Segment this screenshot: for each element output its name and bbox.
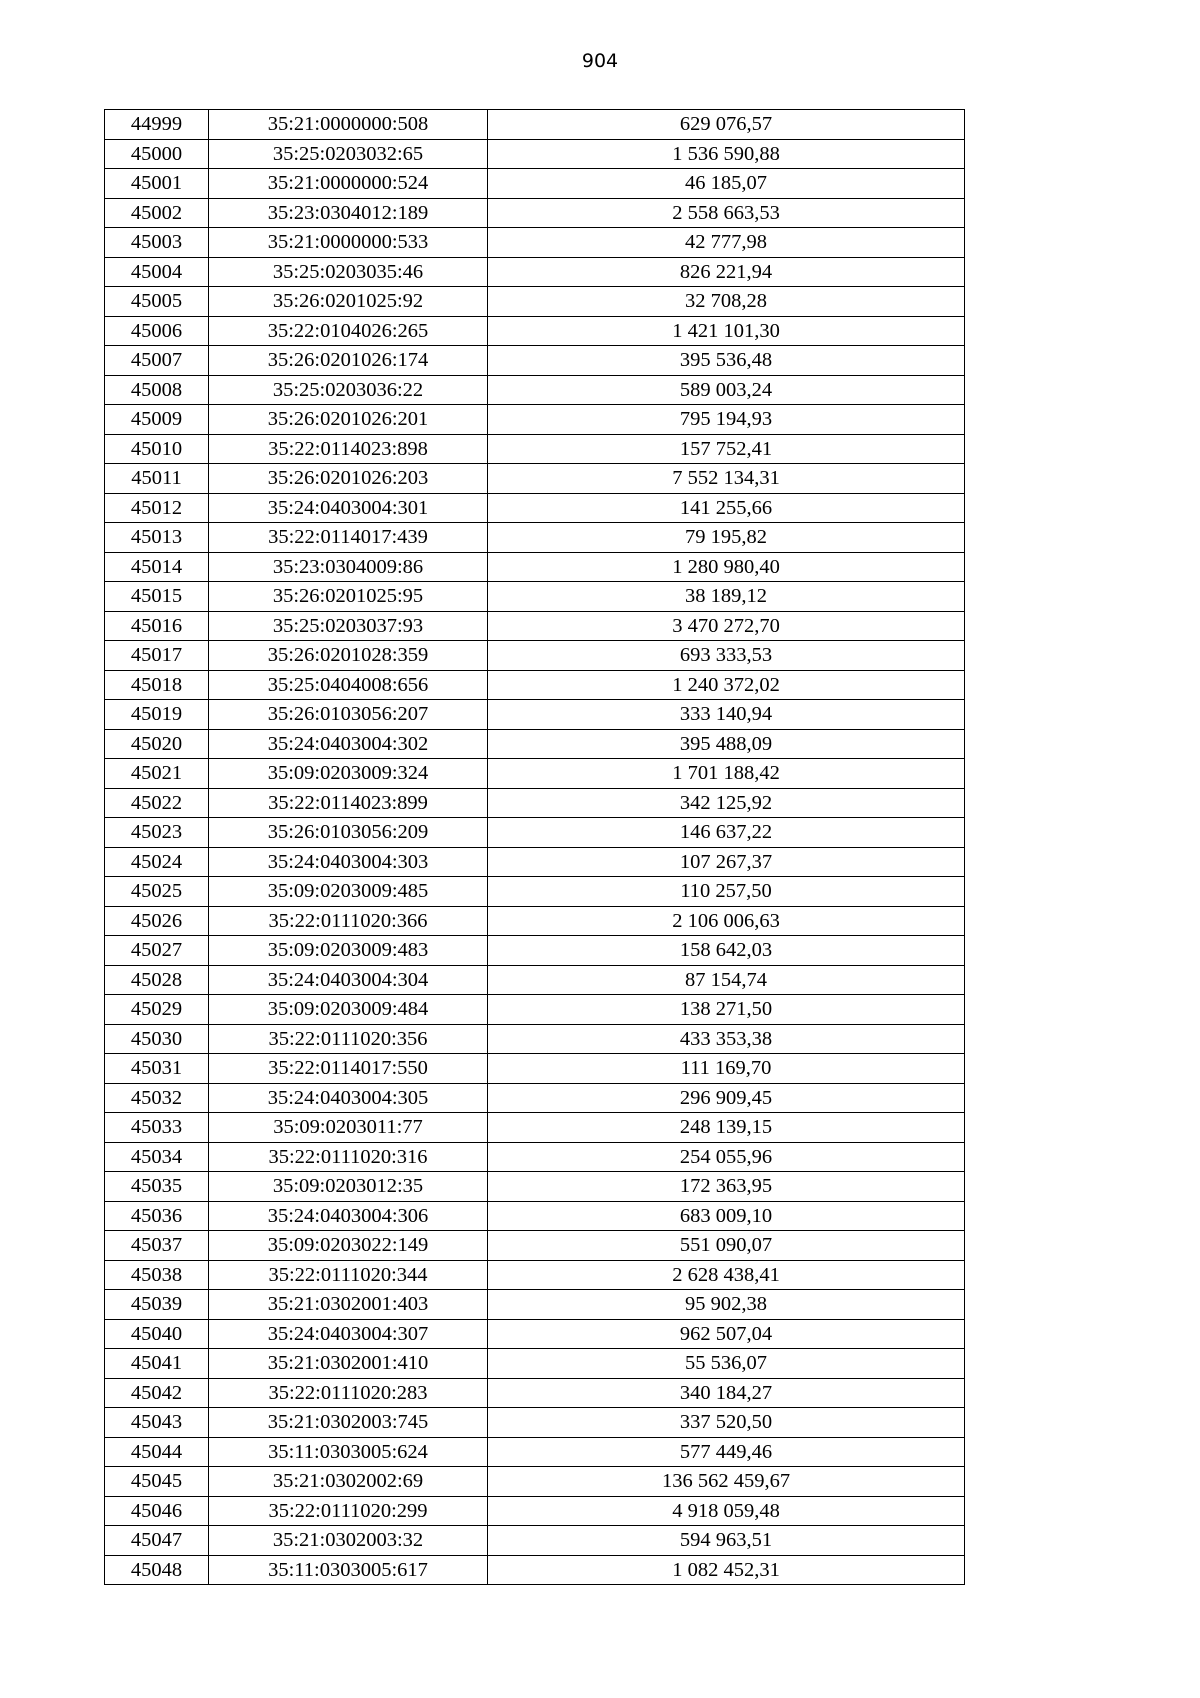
table-row <box>105 287 965 317</box>
table-row <box>105 1172 965 1202</box>
row-number-cell: 45020 <box>105 729 209 759</box>
cadastral-value-cell: 795 194,93 <box>488 405 965 435</box>
table-row <box>105 936 965 966</box>
row-number-cell: 45035 <box>105 1172 209 1202</box>
cadastral-number-cell: 35:26:0103056:207 <box>209 700 488 730</box>
row-number-cell: 45025 <box>105 877 209 907</box>
row-number-cell: 45031 <box>105 1054 209 1084</box>
row-number-cell: 45026 <box>105 906 209 936</box>
table-row <box>105 818 965 848</box>
row-number-cell: 45000 <box>105 139 209 169</box>
row-number-cell: 45003 <box>105 228 209 258</box>
row-number-cell: 45046 <box>105 1496 209 1526</box>
cadastral-value-cell: 157 752,41 <box>488 434 965 464</box>
table-row <box>105 493 965 523</box>
table-row <box>105 729 965 759</box>
table-row <box>105 1054 965 1084</box>
cadastral-number-cell: 35:22:0114017:550 <box>209 1054 488 1084</box>
row-number-cell: 45012 <box>105 493 209 523</box>
cadastral-number-cell: 35:26:0201026:201 <box>209 405 488 435</box>
cadastral-value-cell: 340 184,27 <box>488 1378 965 1408</box>
page-number: 904 <box>581 50 619 72</box>
cadastral-value-cell: 551 090,07 <box>488 1231 965 1261</box>
cadastral-number-cell: 35:22:0114023:899 <box>209 788 488 818</box>
cadastral-value-cell: 248 139,15 <box>488 1113 965 1143</box>
table-row <box>105 1083 965 1113</box>
cadastral-number-cell: 35:11:0303005:624 <box>209 1437 488 1467</box>
cadastral-value-cell: 141 255,66 <box>488 493 965 523</box>
cadastral-value-cell: 172 363,95 <box>488 1172 965 1202</box>
cadastral-value-cell: 146 637,22 <box>488 818 965 848</box>
table-row <box>105 375 965 405</box>
table-row <box>105 700 965 730</box>
table-row <box>105 346 965 376</box>
cadastral-value-cell: 337 520,50 <box>488 1408 965 1438</box>
cadastral-value-cell: 962 507,04 <box>488 1319 965 1349</box>
row-number-cell: 45009 <box>105 405 209 435</box>
table-row <box>105 847 965 877</box>
cadastral-value-cell: 2 106 006,63 <box>488 906 965 936</box>
row-number-cell: 45041 <box>105 1349 209 1379</box>
row-number-cell: 45043 <box>105 1408 209 1438</box>
table-row <box>105 1496 965 1526</box>
row-number-cell: 45047 <box>105 1526 209 1556</box>
cadastral-number-cell: 35:22:0104026:265 <box>209 316 488 346</box>
table-row <box>105 906 965 936</box>
cadastral-value-cell: 7 552 134,31 <box>488 464 965 494</box>
table-row <box>105 1467 965 1497</box>
cadastral-number-cell: 35:24:0403004:302 <box>209 729 488 759</box>
table-row <box>105 759 965 789</box>
table-row <box>105 877 965 907</box>
cadastral-number-cell: 35:21:0302001:403 <box>209 1290 488 1320</box>
row-number-cell: 45005 <box>105 287 209 317</box>
row-number-cell: 45038 <box>105 1260 209 1290</box>
row-number-cell: 45004 <box>105 257 209 287</box>
table-row <box>105 198 965 228</box>
table-body <box>105 110 965 1585</box>
table-row <box>105 110 965 140</box>
cadastral-number-cell: 35:22:0111020:283 <box>209 1378 488 1408</box>
table-row <box>105 523 965 553</box>
cadastral-value-cell: 4 918 059,48 <box>488 1496 965 1526</box>
cadastral-value-cell: 1 082 452,31 <box>488 1555 965 1585</box>
cadastral-number-cell: 35:26:0201025:92 <box>209 287 488 317</box>
cadastral-number-cell: 35:21:0302003:745 <box>209 1408 488 1438</box>
table-row <box>105 1113 965 1143</box>
cadastral-number-cell: 35:09:0203011:77 <box>209 1113 488 1143</box>
row-number-cell: 45014 <box>105 552 209 582</box>
table-row <box>105 139 965 169</box>
table-row <box>105 641 965 671</box>
table-row <box>105 464 965 494</box>
cadastral-value-cell: 577 449,46 <box>488 1437 965 1467</box>
cadastral-number-cell: 35:25:0203036:22 <box>209 375 488 405</box>
cadastral-number-cell: 35:22:0111020:344 <box>209 1260 488 1290</box>
cadastral-value-cell: 1 421 101,30 <box>488 316 965 346</box>
cadastral-value-cell: 110 257,50 <box>488 877 965 907</box>
cadastral-number-cell: 35:09:0203009:484 <box>209 995 488 1025</box>
table-row <box>105 552 965 582</box>
table-row <box>105 611 965 641</box>
cadastral-number-cell: 35:24:0403004:306 <box>209 1201 488 1231</box>
table-row <box>105 405 965 435</box>
cadastral-number-cell: 35:25:0203035:46 <box>209 257 488 287</box>
cadastral-number-cell: 35:21:0000000:524 <box>209 169 488 199</box>
cadastral-number-cell: 35:24:0403004:307 <box>209 1319 488 1349</box>
table-row <box>105 1526 965 1556</box>
cadastral-number-cell: 35:22:0111020:299 <box>209 1496 488 1526</box>
table-row <box>105 1555 965 1585</box>
row-number-cell: 45048 <box>105 1555 209 1585</box>
row-number-cell: 45016 <box>105 611 209 641</box>
table-row <box>105 1231 965 1261</box>
cadastral-number-cell: 35:26:0201028:359 <box>209 641 488 671</box>
cadastral-value-cell: 629 076,57 <box>488 110 965 140</box>
cadastral-number-cell: 35:25:0404008:656 <box>209 670 488 700</box>
table-row <box>105 1290 965 1320</box>
table-row <box>105 1024 965 1054</box>
row-number-cell: 45008 <box>105 375 209 405</box>
cadastral-value-cell: 342 125,92 <box>488 788 965 818</box>
table-row <box>105 1349 965 1379</box>
cadastral-value-cell: 136 562 459,67 <box>488 1467 965 1497</box>
cadastral-number-cell: 35:09:0203012:35 <box>209 1172 488 1202</box>
cadastral-value-cell: 2 628 438,41 <box>488 1260 965 1290</box>
row-number-cell: 45022 <box>105 788 209 818</box>
table-row <box>105 1437 965 1467</box>
row-number-cell: 45007 <box>105 346 209 376</box>
cadastral-number-cell: 35:09:0203022:149 <box>209 1231 488 1261</box>
cadastral-value-cell: 296 909,45 <box>488 1083 965 1113</box>
row-number-cell: 45033 <box>105 1113 209 1143</box>
cadastral-value-cell: 79 195,82 <box>488 523 965 553</box>
cadastral-number-cell: 35:22:0111020:366 <box>209 906 488 936</box>
cadastral-number-cell: 35:11:0303005:617 <box>209 1555 488 1585</box>
row-number-cell: 45018 <box>105 670 209 700</box>
row-number-cell: 45030 <box>105 1024 209 1054</box>
row-number-cell: 45013 <box>105 523 209 553</box>
cadastral-value-cell: 1 701 188,42 <box>488 759 965 789</box>
cadastral-value-cell: 38 189,12 <box>488 582 965 612</box>
table-row <box>105 995 965 1025</box>
row-number-cell: 45019 <box>105 700 209 730</box>
cadastral-number-cell: 35:24:0403004:303 <box>209 847 488 877</box>
cadastral-number-cell: 35:24:0403004:301 <box>209 493 488 523</box>
row-number-cell: 45039 <box>105 1290 209 1320</box>
table-row <box>105 582 965 612</box>
row-number-cell: 45032 <box>105 1083 209 1113</box>
table-row <box>105 670 965 700</box>
cadastral-value-cell: 693 333,53 <box>488 641 965 671</box>
cadastral-value-cell: 95 902,38 <box>488 1290 965 1320</box>
table-row <box>105 169 965 199</box>
cadastral-number-cell: 35:25:0203032:65 <box>209 139 488 169</box>
cadastral-value-cell: 111 169,70 <box>488 1054 965 1084</box>
row-number-cell: 45036 <box>105 1201 209 1231</box>
row-number-cell: 45015 <box>105 582 209 612</box>
cadastral-value-cell: 433 353,38 <box>488 1024 965 1054</box>
row-number-cell: 45037 <box>105 1231 209 1261</box>
cadastral-number-cell: 35:22:0111020:356 <box>209 1024 488 1054</box>
table-row <box>105 1408 965 1438</box>
table-row <box>105 1142 965 1172</box>
cadastral-number-cell: 35:21:0000000:533 <box>209 228 488 258</box>
cadastral-value-cell: 333 140,94 <box>488 700 965 730</box>
cadastral-value-cell: 395 536,48 <box>488 346 965 376</box>
table-row <box>105 434 965 464</box>
row-number-cell: 45040 <box>105 1319 209 1349</box>
table-row <box>105 965 965 995</box>
row-number-cell: 45011 <box>105 464 209 494</box>
cadastral-value-cell: 254 055,96 <box>488 1142 965 1172</box>
cadastral-value-cell: 138 271,50 <box>488 995 965 1025</box>
cadastral-value-cell: 1 536 590,88 <box>488 139 965 169</box>
cadastral-number-cell: 35:21:0302002:69 <box>209 1467 488 1497</box>
cadastral-value-cell: 1 280 980,40 <box>488 552 965 582</box>
cadastral-number-cell: 35:09:0203009:485 <box>209 877 488 907</box>
cadastral-number-cell: 35:26:0201025:95 <box>209 582 488 612</box>
row-number-cell: 45001 <box>105 169 209 199</box>
row-number-cell: 45023 <box>105 818 209 848</box>
cadastral-value-cell: 2 558 663,53 <box>488 198 965 228</box>
cadastral-value-cell: 683 009,10 <box>488 1201 965 1231</box>
table-row <box>105 228 965 258</box>
cadastral-value-cell: 55 536,07 <box>488 1349 965 1379</box>
row-number-cell: 44999 <box>105 110 209 140</box>
row-number-cell: 45045 <box>105 1467 209 1497</box>
cadastral-number-cell: 35:21:0000000:508 <box>209 110 488 140</box>
cadastral-value-table <box>104 109 965 1585</box>
row-number-cell: 45027 <box>105 936 209 966</box>
cadastral-value-cell: 589 003,24 <box>488 375 965 405</box>
table-row <box>105 1201 965 1231</box>
table-row <box>105 257 965 287</box>
cadastral-number-cell: 35:09:0203009:324 <box>209 759 488 789</box>
row-number-cell: 45017 <box>105 641 209 671</box>
cadastral-value-cell: 87 154,74 <box>488 965 965 995</box>
row-number-cell: 45021 <box>105 759 209 789</box>
cadastral-number-cell: 35:23:0304009:86 <box>209 552 488 582</box>
row-number-cell: 45010 <box>105 434 209 464</box>
cadastral-value-cell: 395 488,09 <box>488 729 965 759</box>
cadastral-number-cell: 35:21:0302003:32 <box>209 1526 488 1556</box>
cadastral-number-cell: 35:26:0103056:209 <box>209 818 488 848</box>
cadastral-value-cell: 594 963,51 <box>488 1526 965 1556</box>
table-row <box>105 316 965 346</box>
cadastral-number-cell: 35:21:0302001:410 <box>209 1349 488 1379</box>
cadastral-value-cell: 3 470 272,70 <box>488 611 965 641</box>
row-number-cell: 45044 <box>105 1437 209 1467</box>
table-row <box>105 1319 965 1349</box>
cadastral-number-cell: 35:22:0111020:316 <box>209 1142 488 1172</box>
row-number-cell: 45029 <box>105 995 209 1025</box>
cadastral-number-cell: 35:22:0114023:898 <box>209 434 488 464</box>
cadastral-number-cell: 35:25:0203037:93 <box>209 611 488 641</box>
row-number-cell: 45024 <box>105 847 209 877</box>
cadastral-number-cell: 35:22:0114017:439 <box>209 523 488 553</box>
cadastral-number-cell: 35:23:0304012:189 <box>209 198 488 228</box>
cadastral-value-cell: 158 642,03 <box>488 936 965 966</box>
table-row <box>105 788 965 818</box>
cadastral-value-cell: 826 221,94 <box>488 257 965 287</box>
cadastral-value-cell: 107 267,37 <box>488 847 965 877</box>
cadastral-value-cell: 32 708,28 <box>488 287 965 317</box>
cadastral-value-cell: 1 240 372,02 <box>488 670 965 700</box>
cadastral-value-cell: 46 185,07 <box>488 169 965 199</box>
table-row <box>105 1260 965 1290</box>
row-number-cell: 45006 <box>105 316 209 346</box>
table-row <box>105 1378 965 1408</box>
cadastral-number-cell: 35:26:0201026:203 <box>209 464 488 494</box>
row-number-cell: 45034 <box>105 1142 209 1172</box>
cadastral-number-cell: 35:09:0203009:483 <box>209 936 488 966</box>
row-number-cell: 45042 <box>105 1378 209 1408</box>
row-number-cell: 45028 <box>105 965 209 995</box>
cadastral-number-cell: 35:24:0403004:304 <box>209 965 488 995</box>
cadastral-number-cell: 35:26:0201026:174 <box>209 346 488 376</box>
cadastral-number-cell: 35:24:0403004:305 <box>209 1083 488 1113</box>
row-number-cell: 45002 <box>105 198 209 228</box>
cadastral-value-cell: 42 777,98 <box>488 228 965 258</box>
